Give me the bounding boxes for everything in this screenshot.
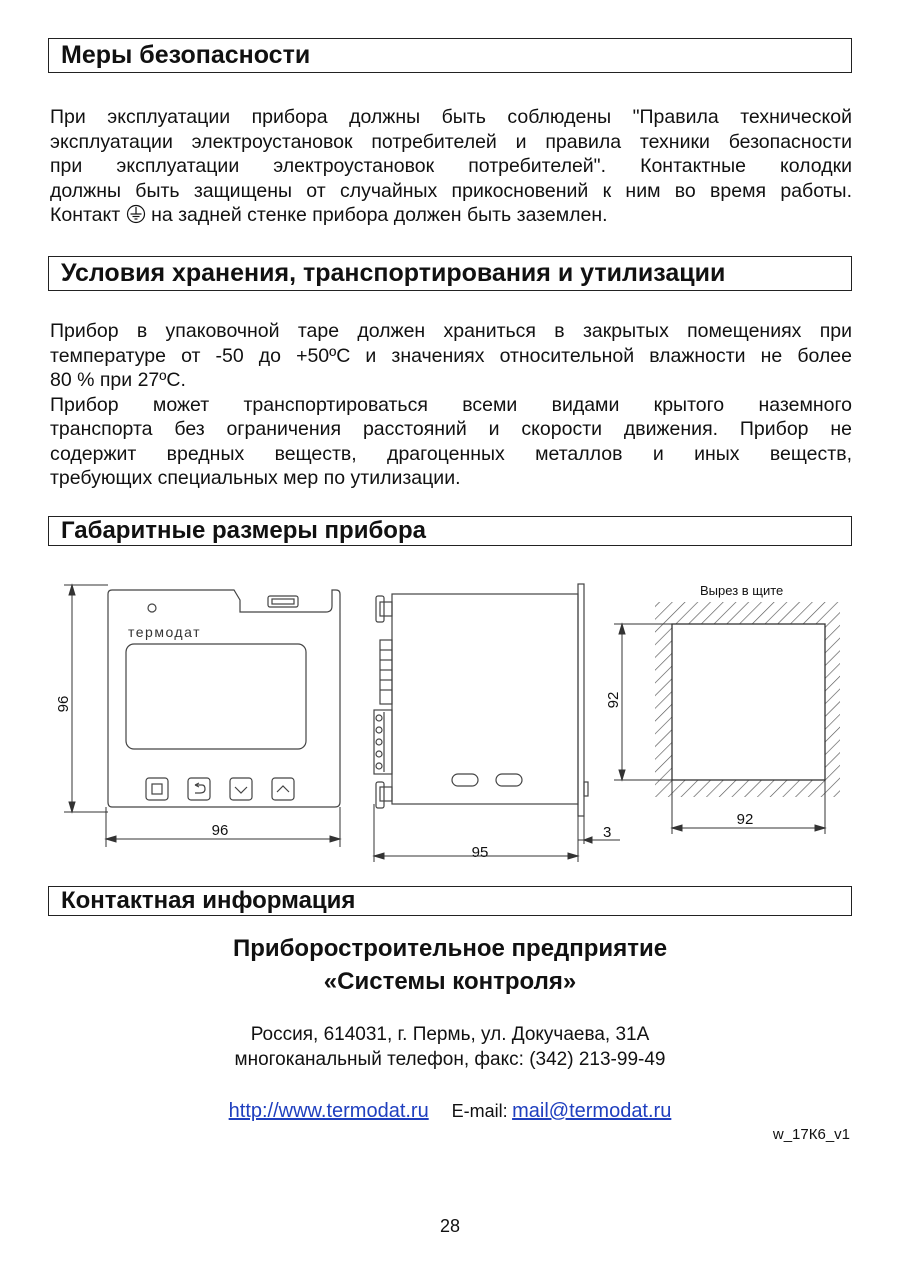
cutout-label: Вырез в щите [700,583,784,598]
ground-icon [126,204,146,224]
safety-line: при эксплуатации электроустановок потребителей". Контактные колодки [50,155,852,177]
storage-line: Прибор может транспортироваться всеми видами крытого наземного [50,393,852,416]
flange-dimension [578,816,620,844]
flange-label: 3 [603,824,612,841]
panel-cutout [655,602,840,797]
storage-line: транспорта без ограничения расстояний и скорости движения. Прибор не [50,418,852,440]
website-link[interactable]: http://www.termodat.ru [228,1100,429,1122]
cutout-height-label: 92 [605,691,622,709]
company-name-line1: Приборостроительное предприятие [232,935,668,962]
cutout-width-label: 92 [736,811,754,828]
side-depth-label: 95 [471,844,489,861]
front-view [108,590,340,807]
email-link[interactable]: mail@termodat.ru [512,1100,672,1122]
safety-line-last [50,203,852,228]
safety-line: должны быть защищены от случайных прикосновений к ним во время работы. [50,179,852,202]
address: Россия, 614031, г. Пермь, ул. Докучаева, 31А [250,1024,650,1045]
page-number: 28 [439,1216,461,1236]
storage-line: содержит вредных веществ, драгоценных металлов и иных веществ, [50,442,852,465]
safety-paragraph [50,105,852,228]
storage-paragraph [50,319,852,491]
document-version: w_17К6_v1 [772,1126,850,1143]
company-name-line2: «Системы контроля» [323,968,577,995]
storage-line: температуре от -50 до +50ºС и значениях относительной влажности не более [50,344,852,367]
section-title-storage: Условия хранения, транспортирования и утилизации [48,256,852,291]
storage-line: требующих специальных мер по утилизации. [50,467,461,489]
section-title-contacts: Контактная информация [48,886,852,916]
safety-contact-word: Контакт [50,204,121,226]
storage-line: Прибор в упаковочной таре должен храниться в закрытых помещениях при [50,320,852,342]
section-title-dimensions: Габаритные размеры прибора [48,516,852,546]
safety-ground-text: на задней стенке прибора должен быть заземлен. [151,204,608,226]
dimension-drawing [40,572,860,872]
section-title-safety: Меры безопасности [48,38,852,73]
safety-line: эксплуатации электроустановок потребителей и правила техники безопасности [50,130,852,153]
front-height-label: 96 [55,695,72,713]
storage-line: 80 % при 27ºС. [50,369,186,391]
front-width-label: 96 [211,822,229,839]
safety-line: При эксплуатации прибора должны быть соблюдены "Правила технической [50,106,852,128]
links-row [0,1098,900,1126]
phone: многоканальный телефон, факс: (342) 213-99-49 [234,1049,666,1070]
email-label: E-mail: [451,1101,508,1121]
brand-label: термодат [128,624,201,640]
side-view [374,584,588,816]
